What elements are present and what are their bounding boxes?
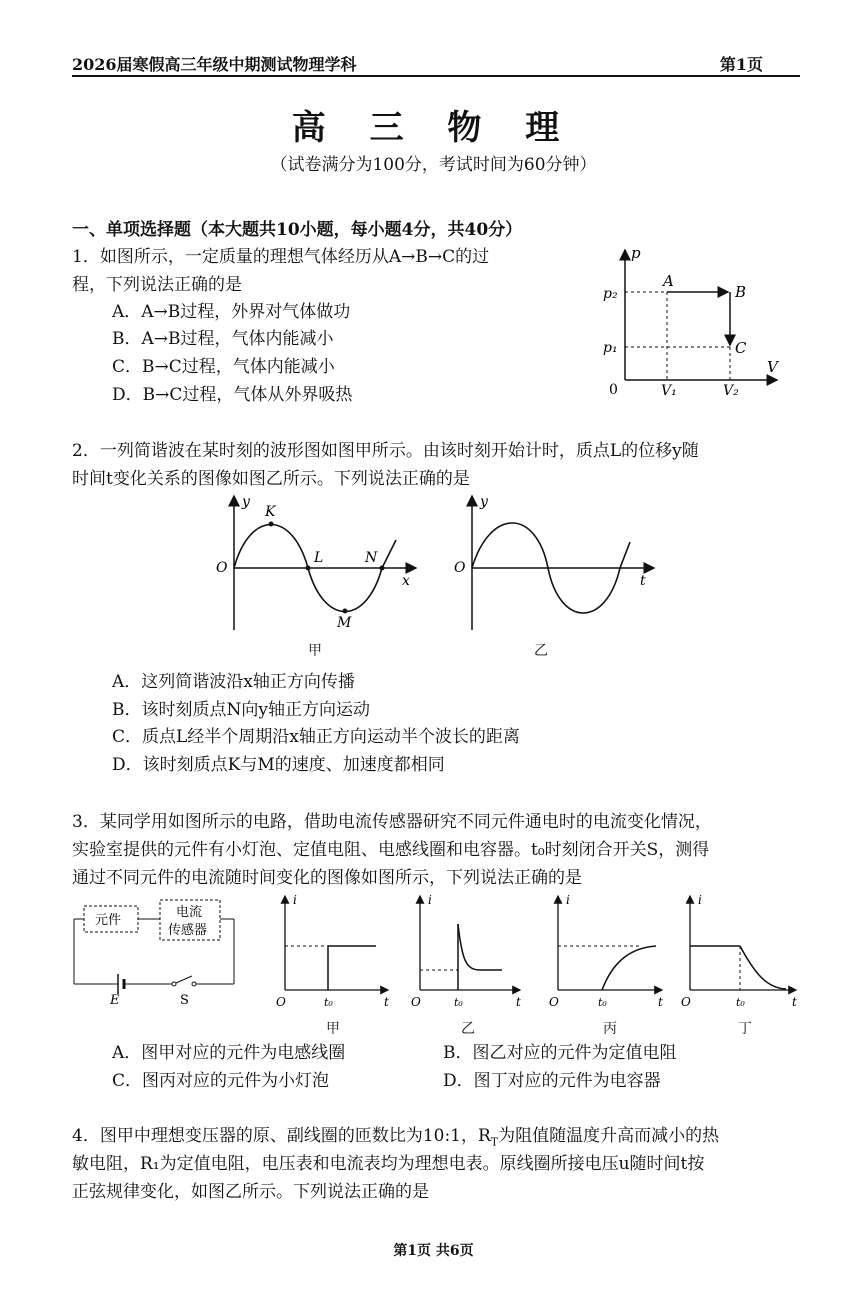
q1-v1-label: V₁ bbox=[661, 383, 677, 399]
q3-stem-line1: 3．某同学用如图所示的电路，借助电流传感器研究不同元件通电时的电流变化情况， bbox=[72, 812, 712, 832]
q3-bing-t0: t₀ bbox=[598, 996, 607, 1009]
q3-yi-origin: O bbox=[411, 995, 421, 1009]
paper-title: 高 三 物 理 bbox=[291, 108, 576, 148]
q2-option-a: A．这列简谐波沿x轴正方向传播 bbox=[112, 672, 355, 692]
q1-origin-label: 0 bbox=[609, 382, 618, 398]
page-footer: 第1页 共6页 bbox=[393, 1243, 474, 1259]
q2-jia-origin: O bbox=[216, 560, 228, 576]
q3-bing-origin: O bbox=[549, 995, 559, 1009]
q3-ding-t-label: t bbox=[792, 995, 797, 1009]
q1-p2-label: p₂ bbox=[603, 286, 618, 302]
q3-caption-ding: 丁 bbox=[738, 1021, 752, 1037]
q2-stem-line2: 时间t变化关系的图像如图乙所示。下列说法正确的是 bbox=[72, 469, 470, 489]
q3-jia-t0: t₀ bbox=[324, 996, 333, 1009]
q2-stem-line1: 2．一列简谐波在某时刻的波形图如图甲所示。由该时刻开始计时，质点L的位移y随 bbox=[72, 441, 699, 461]
q1-v-axis-label: V bbox=[767, 358, 778, 376]
q4-stem-line1-text: 4．图甲中理想变压器的原、副线圈的匝数比为10:1，R bbox=[72, 1126, 491, 1146]
q3-sensor-label-2: 传感器 bbox=[168, 923, 208, 938]
q2-option-c: C．质点L经半个周期沿x轴正方向运动半个波长的距离 bbox=[112, 727, 520, 747]
q2-point-n: N bbox=[365, 550, 378, 566]
q2-point-l: L bbox=[314, 550, 324, 566]
q1-point-a: A bbox=[663, 272, 674, 290]
q3-jia-origin: O bbox=[276, 995, 286, 1009]
q3-caption-jia: 甲 bbox=[326, 1021, 340, 1037]
q3-switch-label: S bbox=[180, 993, 189, 1008]
q3-current-graphs bbox=[270, 890, 800, 1020]
q1-point-b: B bbox=[735, 283, 747, 301]
q3-emf-label: E bbox=[110, 993, 120, 1008]
q3-graph-jia bbox=[276, 893, 389, 1009]
q3-stem-line2: 实验室提供的元件有小灯泡、定值电阻、电感线圈和电容器。t₀时刻闭合开关S，测得 bbox=[72, 840, 710, 860]
q2-option-b: B．该时刻质点N向y轴正方向运动 bbox=[112, 700, 370, 720]
q1-stem-line1: 1．如图所示，一定质量的理想气体经历从A→B→C的过 bbox=[72, 247, 490, 267]
q3-option-b: B．图乙对应的元件为定值电阻 bbox=[443, 1043, 677, 1063]
q1-option-d: D．B→C过程，气体从外界吸热 bbox=[112, 385, 353, 405]
q4-rt-subscript: T bbox=[490, 1135, 499, 1149]
q3-circuit-diagram bbox=[68, 896, 243, 1011]
q1-p-axis-label: p bbox=[631, 244, 641, 262]
q1-point-c: C bbox=[735, 339, 747, 357]
q3-option-a: A．图甲对应的元件为电感线圈 bbox=[112, 1043, 346, 1063]
paper-subtitle: （试卷满分为100分，考试时间为60分钟） bbox=[270, 155, 597, 175]
q2-jia-y-label: y bbox=[242, 494, 250, 510]
q2-yi-t-label: t bbox=[640, 573, 646, 589]
q4-stem-line2: 敏电阻，R₁为定值电阻，电压表和电流表均为理想电表。原线圈所接电压u随时间t按 bbox=[72, 1154, 705, 1174]
q3-option-d: D．图丁对应的元件为电容器 bbox=[443, 1071, 661, 1091]
page-number-header: 第1页 bbox=[719, 55, 763, 74]
q1-stem-line2: 程，下列说法正确的是 bbox=[72, 275, 242, 295]
q3-graph-yi bbox=[411, 893, 521, 1009]
q4-stem-line3: 正弦规律变化，如图乙所示。下列说法正确的是 bbox=[72, 1182, 429, 1202]
q3-option-c: C．图丙对应的元件为小灯泡 bbox=[112, 1071, 330, 1091]
q3-ding-origin: O bbox=[681, 995, 691, 1009]
q2-point-m: M bbox=[337, 615, 352, 631]
q3-graph-bing bbox=[549, 893, 663, 1009]
q3-yi-t-label: t bbox=[516, 995, 521, 1009]
q3-graph-ding bbox=[681, 893, 797, 1009]
q2-vibration-graph-yi bbox=[448, 490, 658, 635]
q1-option-b: B．A→B过程，气体内能减小 bbox=[112, 329, 334, 349]
q3-bing-i-label: i bbox=[566, 893, 570, 907]
q3-ding-i-label: i bbox=[698, 893, 702, 907]
section-heading: 一、单项选择题（本大题共10小题，每小题4分，共40分） bbox=[72, 220, 523, 240]
q3-ding-t0: t₀ bbox=[736, 996, 745, 1009]
q3-bing-t-label: t bbox=[658, 995, 663, 1009]
q1-p1-label: p₁ bbox=[603, 340, 618, 356]
q2-point-k: K bbox=[265, 504, 276, 520]
q3-yi-t0: t₀ bbox=[454, 996, 463, 1009]
q3-caption-bing: 丙 bbox=[603, 1021, 617, 1037]
q2-option-d: D．该时刻质点K与M的速度、加速度都相同 bbox=[112, 755, 445, 775]
q2-caption-yi: 乙 bbox=[534, 643, 548, 659]
q2-caption-jia: 甲 bbox=[308, 643, 322, 659]
exam-header-title: 2026届寒假高三年级中期测试物理学科 bbox=[72, 55, 357, 74]
q3-element-label: 元件 bbox=[95, 913, 122, 928]
q3-jia-t-label: t bbox=[384, 995, 389, 1009]
q2-yi-y-label: y bbox=[480, 494, 488, 510]
header-rule bbox=[72, 75, 800, 77]
q1-option-a: A．A→B过程，外界对气体做功 bbox=[112, 302, 351, 322]
q1-v2-label: V₂ bbox=[723, 383, 739, 399]
q1-pv-diagram bbox=[595, 240, 785, 405]
q3-sensor-label-1: 电流 bbox=[176, 905, 203, 920]
q2-wave-graph-jia bbox=[210, 490, 420, 635]
q2-jia-x-label: x bbox=[402, 573, 410, 589]
q1-option-c: C．B→C过程，气体内能减小 bbox=[112, 357, 335, 377]
q3-jia-i-label: i bbox=[293, 893, 297, 907]
q3-yi-i-label: i bbox=[428, 893, 432, 907]
q2-yi-origin: O bbox=[454, 560, 466, 576]
q3-caption-yi: 乙 bbox=[461, 1021, 475, 1037]
q3-stem-line3: 通过不同元件的电流随时间变化的图像如图所示，下列说法正确的是 bbox=[72, 868, 582, 888]
q4-stem-line1-rest: 为阻值随温度升高而减小的热 bbox=[498, 1126, 720, 1146]
